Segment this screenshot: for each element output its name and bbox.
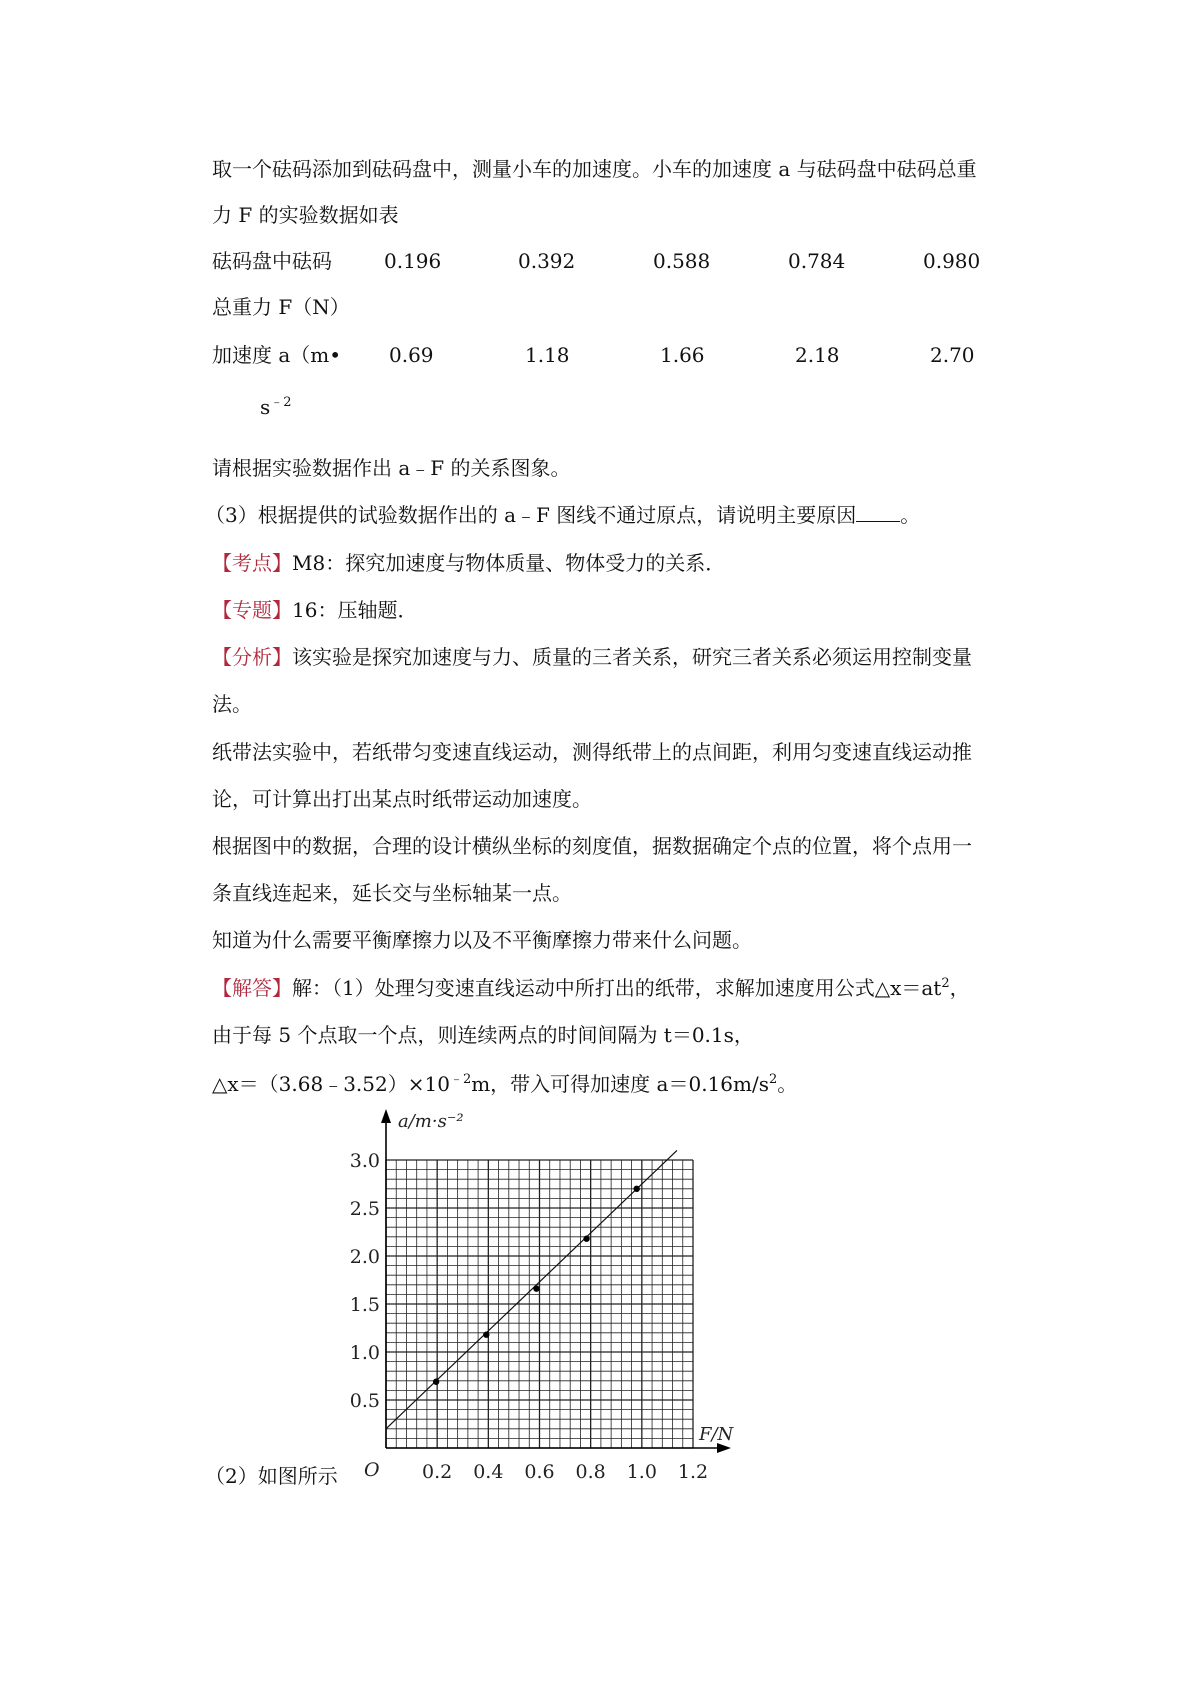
text-prompt: 请根据实验数据作出 a﹣F 的关系图象。 — [212, 456, 571, 480]
y-axis-arrow — [381, 1109, 391, 1123]
jieda-3b: m，带入可得加速度 a＝0.16m/s — [471, 1072, 769, 1096]
para-3: 知道为什么需要平衡摩擦力以及不平衡摩擦力带来什么问题。 — [212, 928, 752, 952]
table-cell: 0.784 — [788, 249, 846, 273]
jieda-line-3 — [212, 1070, 797, 1098]
x-tick-label: 1.0 — [626, 1461, 657, 1483]
para-1a: 纸带法实验中，若纸带匀变速直线运动，测得纸带上的点间距，利用匀变速直线运动推 — [212, 740, 972, 764]
table-cell: 0.588 — [653, 249, 711, 273]
table-row-force — [212, 247, 1012, 275]
x-tick-label: 0.4 — [473, 1461, 504, 1483]
para-2b: 条直线连起来，延长交与坐标轴某一点。 — [212, 881, 572, 905]
data-point — [533, 1285, 539, 1291]
force-label-cont: 总重力 F（N） — [212, 295, 350, 319]
zhuanti-text: 16：压轴题． — [292, 598, 418, 622]
fenxi-line — [212, 643, 972, 671]
x-tick-label: 0.6 — [524, 1461, 555, 1483]
kaodian-text: M8：探究加速度与物体质量、物体受力的关系． — [292, 551, 726, 575]
question-3-text: （3）根据提供的试验数据作出的 a﹣F 图线不通过原点，请说明主要原因 — [205, 503, 857, 527]
accel-unit-cont — [260, 393, 292, 421]
unit-exponent: ﹣2 — [270, 395, 292, 410]
data-point — [483, 1332, 489, 1338]
para-2a: 根据图中的数据，合理的设计横纵坐标的刻度值，据数据确定个点的位置，将个点用一 — [212, 834, 972, 858]
jieda-3c: 。 — [777, 1072, 798, 1096]
question-3 — [205, 501, 920, 529]
y-tick-label: 2.0 — [349, 1246, 380, 1268]
kaodian-tag: 【考点】 — [212, 551, 292, 575]
jieda-line-2: 由于每 5 个点取一个点，则连续两点的时间间隔为 t＝0.1s， — [212, 1023, 754, 1047]
y-tick-label: 3.0 — [349, 1150, 380, 1172]
jieda-3-exp2: 2 — [768, 1072, 778, 1087]
y-axis-label: a/m·s⁻² — [398, 1111, 464, 1132]
question-3-end: 。 — [900, 503, 921, 527]
x-axis-label: F/N — [699, 1424, 734, 1445]
jieda-3a: △x＝（3.68﹣3.52）×10 — [212, 1072, 450, 1096]
y-tick-label: 2.5 — [349, 1198, 380, 1220]
table-cell: 2.18 — [795, 343, 840, 367]
data-point — [583, 1236, 589, 1242]
table-cell: 0.980 — [923, 249, 981, 273]
table-cell: 0.392 — [518, 249, 576, 273]
y-tick-label: 1.0 — [349, 1342, 380, 1364]
unit-s: s — [260, 395, 271, 419]
question-2-label: （2）如图所示 — [205, 1464, 338, 1488]
jieda-exponent: 2 — [941, 976, 950, 991]
kaodian-line — [212, 549, 725, 577]
table-cell: 1.18 — [525, 343, 570, 367]
fenxi-line-2: 法。 — [212, 692, 252, 716]
accel-label: 加速度 a（m• — [212, 343, 342, 367]
zhuanti-tag: 【专题】 — [212, 598, 292, 622]
answer-blank — [856, 503, 900, 522]
jieda-text: 解：（1）处理匀变速直线运动中所打出的纸带，求解加速度用公式△x＝at — [292, 976, 942, 1000]
a-f-chart — [340, 1105, 760, 1495]
x-tick-label: 0.8 — [575, 1461, 606, 1483]
fenxi-text: 该实验是探究加速度与力、质量的三者关系，研究三者关系必须运用控制变量 — [292, 645, 972, 669]
origin-label: O — [364, 1459, 380, 1481]
y-tick-label: 0.5 — [349, 1390, 380, 1412]
data-point — [433, 1379, 439, 1385]
text-line-2: 力 F 的实验数据如表 — [212, 203, 399, 227]
table-cell: 2.70 — [930, 343, 975, 367]
chart-fit-line — [386, 1150, 677, 1428]
table-row-accel — [212, 341, 1012, 369]
table-cell: 1.66 — [660, 343, 705, 367]
jieda-tag: 【解答】 — [212, 976, 292, 1000]
text-line-1: 取一个砝码添加到砝码盘中，测量小车的加速度。小车的加速度 a 与砝码盘中砝码总重 — [212, 157, 977, 181]
table-cell: 0.69 — [389, 343, 434, 367]
para-1b: 论，可计算出打出某点时纸带运动加速度。 — [212, 787, 592, 811]
force-label: 砝码盘中砝码 — [212, 249, 332, 273]
jieda-end: ， — [949, 976, 970, 1000]
table-cell: 0.196 — [384, 249, 442, 273]
fenxi-tag: 【分析】 — [212, 645, 292, 669]
jieda-line — [212, 974, 970, 1002]
fit-line — [386, 1150, 677, 1428]
zhuanti-line — [212, 596, 417, 624]
chart-grid — [386, 1160, 693, 1448]
x-tick-label: 1.2 — [677, 1461, 709, 1483]
x-tick-label: 0.2 — [422, 1461, 453, 1483]
jieda-3-exp1: ﹣2 — [449, 1072, 472, 1087]
data-point — [634, 1186, 640, 1192]
chart-labels — [350, 1111, 735, 1483]
y-tick-label: 1.5 — [349, 1294, 380, 1316]
